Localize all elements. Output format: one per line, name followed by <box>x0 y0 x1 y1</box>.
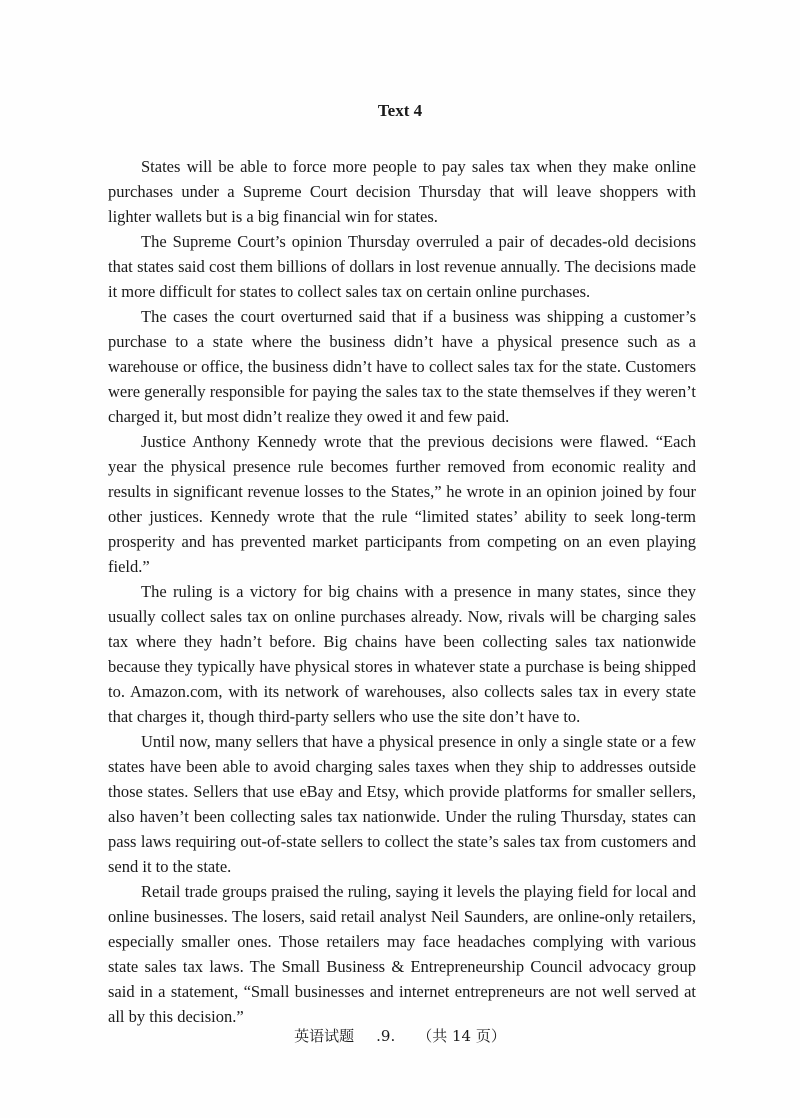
footer-subject: 英语试题 <box>294 1027 355 1045</box>
paragraph: Retail trade groups praised the ruling, saying it levels the playing field for local and online businesses. The losers, said retail analyst Neil Saunders, are online-only retailers, especially smaller ones. Those retailers may face headaches complying with various state sales tax laws. The Small Business & Entrepreneurship Council advocacy group said in a statement, “Small businesses and internet entrepreneurs are not well served at all by this decision.” <box>108 882 696 1026</box>
paragraph: Until now, many sellers that have a physical presence in only a single state or a few states have been able to avoid charging sales taxes when they ship to addresses outside those states. Sellers that use eBay and Etsy, which provide platforms for smaller sellers, also haven’t been collecting sales tax nationwide. Under the ruling Thursday, states can pass laws requiring out-of-state sellers to collect the state’s sales tax from customers and send it to the state. <box>108 732 696 876</box>
paragraph: The ruling is a victory for big chains with a presence in many states, since they usually collect sales tax on online purchases already. Now, rivals will be charging sales tax where they hadn’t before. Big chains have been collecting sales tax nationwide because they typically have physical stores in whatever state a purchase is being shipped to. Amazon.com, with its network of warehouses, also collects sales tax in every state that charges it, though third-party sellers who use the site don’t have to. <box>108 582 696 726</box>
paragraph: The cases the court overturned said that if a business was shipping a customer’s purchase to a state where the business didn’t have a physical presence such as a warehouse or office, the business didn’t have to collect sales tax for the state. Customers were generally responsible for paying the sales tax to the state themselves if they weren’t charged it, but most didn’t realize they owed it and few paid. <box>108 307 696 426</box>
article-body <box>108 154 696 1029</box>
paragraph: States will be able to force more people to pay sales tax when they make online purchases under a Supreme Court decision Thursday that will leave shoppers with lighter wallets but is a big financial win for states. <box>108 157 696 226</box>
paragraph: The Supreme Court’s opinion Thursday overruled a pair of decades-old decisions that states said cost them billions of dollars in lost revenue annually. The decisions made it more difficult for states to collect sales tax on certain online purchases. <box>108 232 696 301</box>
page-title: Text 4 <box>377 101 423 120</box>
paragraph: Justice Anthony Kennedy wrote that the previous decisions were flawed. “Each year the physical presence rule becomes further removed from economic reality and results in significant revenue losses to the States,” he wrote in an opinion joined by four other justices. Kennedy wrote that the rule “limited states’ ability to seek long-term prosperity and has prevented market participants from competing on an even playing field.” <box>108 432 696 576</box>
footer-total-pages: （共 14 页） <box>417 1027 506 1045</box>
footer-page-number: .9. <box>376 1027 396 1045</box>
page-footer <box>0 1026 800 1046</box>
